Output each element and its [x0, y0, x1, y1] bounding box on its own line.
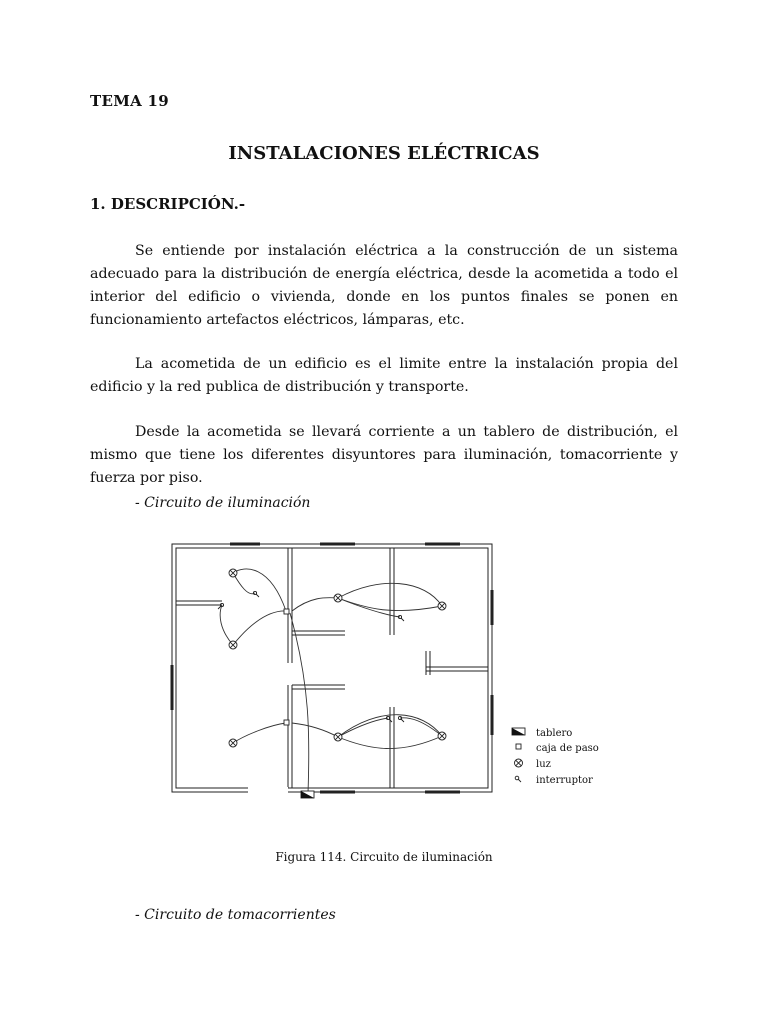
- paragraph-1: Se entiende por instalación eléctrica a la construcción de un sistema adecuado para la distribución de energía eléctrica, desde la acometida a todo el interior del edificio o vivienda, donde en los puntos finales se ponen en funcionamiento artefactos eléctricos, lámparas, etc.: [90, 243, 678, 328]
- light-icon: [229, 569, 237, 577]
- page-title: INSTALACIONES ELÉCTRICAS: [228, 143, 540, 164]
- light-icon: [229, 739, 237, 747]
- light-icon: [334, 594, 342, 602]
- paragraph-3: Desde la acometida se llevará corriente a un tablero de distribución, el mismo que tiene los diferentes disyuntores para iluminación, tomacorriente y fuerza por piso.: [90, 424, 678, 486]
- section-heading: 1. DESCRIPCIÓN.-: [90, 195, 246, 213]
- chapter-label: TEMA 19: [90, 92, 170, 110]
- light-icon: [334, 733, 342, 741]
- legend: [512, 728, 599, 786]
- paragraph-2: La acometida de un edificio es el limite entre la instalación propia del edificio y la red publica de distribución y transporte.: [90, 356, 678, 395]
- legend-label-caja: caja de paso: [536, 743, 599, 754]
- legend-caja: [516, 743, 599, 754]
- subsection-iluminacion: - Circuito de iluminación: [135, 495, 311, 511]
- legend-label-interruptor: interruptor: [536, 775, 593, 786]
- light-icon: [438, 602, 446, 610]
- switch-icon: [398, 716, 404, 722]
- floor-plan-figure: [160, 535, 620, 805]
- switch-icon: [398, 615, 404, 621]
- outer-wall: [172, 544, 492, 792]
- light-icon: [229, 641, 237, 649]
- legend-label-tablero: tablero: [536, 728, 573, 739]
- legend-label-luz: luz: [536, 759, 551, 770]
- legend-tablero: [512, 728, 572, 739]
- figure-caption: Figura 114. Circuito de iluminación: [275, 850, 493, 864]
- outer-wall-inner: [176, 548, 488, 788]
- panel-board-icon: [301, 791, 314, 798]
- light-icon: [438, 732, 446, 740]
- subsection-tomacorrientes: - Circuito de tomacorrientes: [135, 907, 336, 923]
- switch-icon: [386, 716, 392, 722]
- junction-box-icon: [284, 720, 289, 725]
- junction-box-icon: [284, 609, 289, 614]
- legend-interruptor: [515, 775, 593, 786]
- switch-icon: [253, 591, 259, 597]
- legend-luz: [515, 759, 551, 770]
